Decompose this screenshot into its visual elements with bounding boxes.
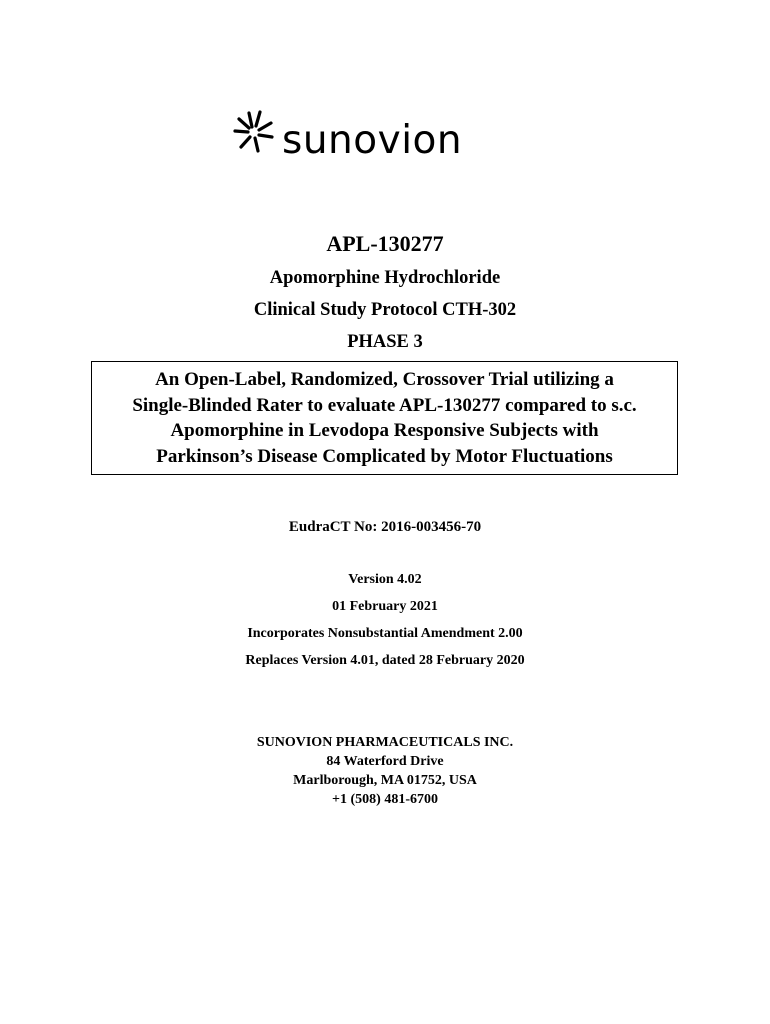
sponsor-phone: +1 (508) 481-6700 <box>332 792 438 807</box>
study-title-box <box>91 361 678 475</box>
version-number: Version 4.02 <box>348 572 422 587</box>
replaces-note: Replaces Version 4.01, dated 28 February 2020 <box>245 653 525 668</box>
protocol-number: Clinical Study Protocol CTH-302 <box>253 300 517 320</box>
amendment-note: Incorporates Nonsubstantial Amendment 2.00 <box>247 626 523 641</box>
drug-name: Apomorphine Hydrochloride <box>269 268 501 288</box>
study-phase: PHASE 3 <box>347 332 423 352</box>
eudract-number: EudraCT No: 2016-003456-70 <box>288 519 482 535</box>
sponsor-street: 84 Waterford Drive <box>326 754 444 769</box>
sunovion-logo <box>232 105 472 175</box>
study-title <box>92 367 677 469</box>
version-date: 01 February 2021 <box>332 599 438 614</box>
study-title-line: Single-Blinded Rater to evaluate APL-130277 compared to s.c. <box>132 394 637 416</box>
study-title-line: An Open-Label, Randomized, Crossover Trial utilizing a <box>155 369 614 390</box>
sponsor-name: SUNOVION PHARMACEUTICALS INC. <box>256 735 514 750</box>
product-code: APL-130277 <box>326 231 444 256</box>
sunovion-starburst-logo-icon <box>232 105 280 161</box>
sponsor-city: Marlborough, MA 01752, USA <box>293 773 477 788</box>
study-title-line: Apomorphine in Levodopa Responsive Subjects with <box>170 420 599 441</box>
sponsor-address <box>0 733 770 809</box>
study-title-line: Parkinson’s Disease Complicated by Motor Fluctuations <box>156 445 613 467</box>
logo-wordmark: sunovion <box>282 118 463 163</box>
